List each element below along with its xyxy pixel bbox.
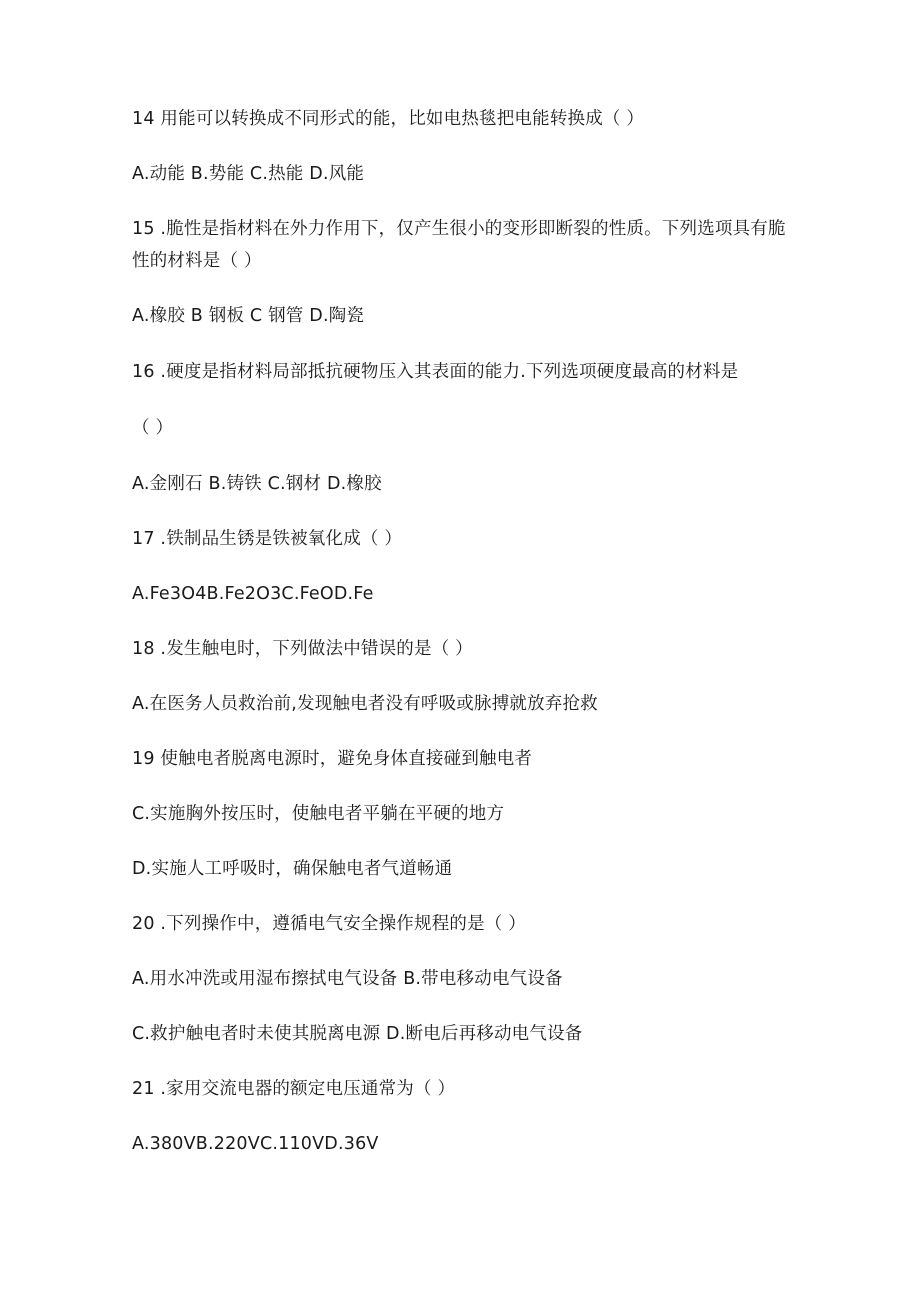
question-15: 15 .脆性是指材料在外力作用下，仅产生很小的变形即断裂的性质。下列选项具有脆性的材料是（ ） [132,219,786,271]
question-16-blank: （ ） [132,418,174,438]
question-18: 18 .发生触电时，下列做法中错误的是（ ） [132,639,473,659]
question-16-options: A.金刚石 B.铸铁 C.钢材 D.橡胶 [132,474,382,494]
question-18-option-a: A.在医务人员救治前,发现触电者没有呼吸或脉搏就放弃抢救 [132,694,598,714]
question-19: 19 使触电者脱离电源时，避免身体直接碰到触电者 [132,749,533,769]
question-21-options: A.380VB.220VC.110VD.36V [132,1134,379,1154]
question-20: 20 .下列操作中，遵循电气安全操作规程的是（ ） [132,914,526,934]
question-20-options-ab: A.用水冲洗或用湿布擦拭电气设备 B.带电移动电气设备 [132,969,563,989]
question-15-options: A.橡胶 B 钢板 C 钢管 D.陶瓷 [132,306,365,326]
question-18-option-c: C.实施胸外按压时，使触电者平躺在平硬的地方 [132,804,505,824]
question-20-options-cd: C.救护触电者时未使其脱离电源 D.断电后再移动电气设备 [132,1024,583,1044]
question-16: 16 .硬度是指材料局部抵抗硬物压入其表面的能力.下列选项硬度最高的材料是 [132,362,739,382]
question-18-option-d: D.实施人工呼吸时，确保触电者气道畅通 [132,859,453,879]
question-17: 17 .铁制品生锈是铁被氧化成（ ） [132,529,403,549]
question-17-options: A.Fe3O4B.Fe2O3C.FeOD.Fe [132,584,374,604]
question-21: 21 .家用交流电器的额定电压通常为（ ） [132,1079,456,1099]
question-14: 14 用能可以转换成不同形式的能，比如电热毯把电能转换成（ ） [132,109,645,129]
question-14-options: A.动能 B.势能 C.热能 D.风能 [132,164,365,184]
